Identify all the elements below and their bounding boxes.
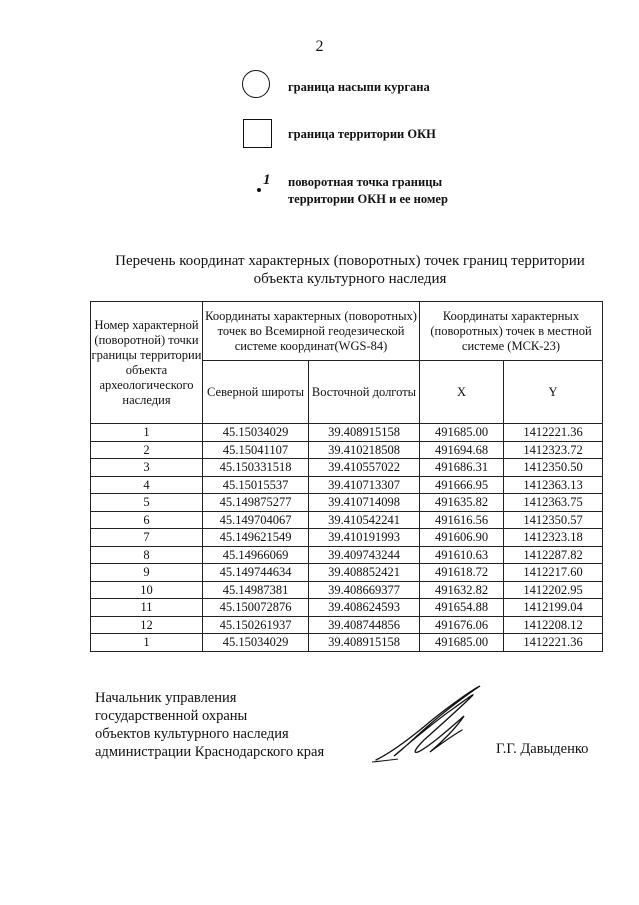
position-line1: Начальник управления [95, 690, 237, 706]
signature-block [95, 689, 324, 761]
cell-east-longitude: 39.409743244 [309, 546, 420, 564]
cell-y: 1412221.36 [504, 424, 603, 442]
cell-point-number: 2 [91, 441, 203, 459]
header-msk: Координаты характерных (поворотных) точек в местной системе (МСК-23) [420, 302, 603, 361]
cell-point-number: 10 [91, 581, 203, 599]
cell-x: 491666.95 [420, 476, 504, 494]
table-row [91, 529, 603, 547]
cell-north-latitude: 45.150261937 [203, 616, 309, 634]
cell-point-number: 7 [91, 529, 203, 547]
cell-north-latitude: 45.15041107 [203, 441, 309, 459]
cell-x: 491685.00 [420, 634, 504, 652]
cell-north-latitude: 45.150072876 [203, 599, 309, 617]
signer-name: Г.Г. Давыденко [496, 741, 589, 757]
cell-x: 491635.82 [420, 494, 504, 512]
cell-north-latitude: 45.149621549 [203, 529, 309, 547]
cell-east-longitude: 39.410714098 [309, 494, 420, 512]
header-y: Y [504, 361, 603, 424]
header-north: Северной широты [203, 361, 309, 424]
cell-y: 1412221.36 [504, 634, 603, 652]
cell-north-latitude: 45.149744634 [203, 564, 309, 582]
cell-north-latitude: 45.14966069 [203, 546, 309, 564]
cell-point-number: 8 [91, 546, 203, 564]
cell-x: 491618.72 [420, 564, 504, 582]
cell-point-number: 11 [91, 599, 203, 617]
cell-north-latitude: 45.149704067 [203, 511, 309, 529]
table-row [91, 616, 603, 634]
cell-y: 1412217.60 [504, 564, 603, 582]
position-line3: объектов культурного наследия [95, 726, 289, 742]
cell-x: 491676.06 [420, 616, 504, 634]
cell-x: 491686.31 [420, 459, 504, 477]
page-number: 2 [315, 38, 324, 55]
cell-north-latitude: 45.149875277 [203, 494, 309, 512]
table-row [91, 564, 603, 582]
cell-y: 1412208.12 [504, 616, 603, 634]
position-line2: государственной охраны [95, 708, 248, 724]
cell-x: 491694.68 [420, 441, 504, 459]
turning-point-icon [254, 172, 276, 194]
cell-x: 491610.63 [420, 546, 504, 564]
cell-east-longitude: 39.408624593 [309, 599, 420, 617]
legend-turning-point-line2: территории ОКН и ее номер [288, 192, 448, 206]
header-point-number: Номер характерной (поворотной) точки границы территории объекта археологического наследия [91, 302, 203, 424]
cell-x: 491685.00 [420, 424, 504, 442]
cell-x: 491654.88 [420, 599, 504, 617]
cell-point-number: 5 [91, 494, 203, 512]
legend-turning-point [288, 174, 448, 208]
square-symbol-icon [243, 119, 272, 148]
table-row [91, 599, 603, 617]
cell-y: 1412199.04 [504, 599, 603, 617]
header-east: Восточной долготы [309, 361, 420, 424]
cell-east-longitude: 39.410713307 [309, 476, 420, 494]
cell-y: 1412350.50 [504, 459, 603, 477]
cell-y: 1412350.57 [504, 511, 603, 529]
cell-y: 1412363.13 [504, 476, 603, 494]
table-row [91, 441, 603, 459]
circle-symbol-icon [242, 70, 270, 98]
table-row [91, 511, 603, 529]
list-title [80, 252, 620, 288]
cell-east-longitude: 39.410542241 [309, 511, 420, 529]
table-row [91, 459, 603, 477]
legend-mound-boundary: граница насыпи кургана [288, 80, 430, 94]
cell-point-number: 1 [91, 634, 203, 652]
table-row [91, 494, 603, 512]
list-title-line2: объекта культурного наследия [253, 271, 447, 287]
cell-east-longitude: 39.410191993 [309, 529, 420, 547]
table-row [91, 424, 603, 442]
cell-north-latitude: 45.15034029 [203, 634, 309, 652]
turning-point-sample-number: 1 [263, 172, 271, 188]
table-body [91, 424, 603, 652]
legend-turning-point-line1: поворотная точка границы [288, 175, 443, 189]
position-line4: администрации Краснодарского края [95, 744, 325, 760]
cell-point-number: 9 [91, 564, 203, 582]
cell-east-longitude: 39.408915158 [309, 424, 420, 442]
cell-east-longitude: 39.408915158 [309, 634, 420, 652]
cell-point-number: 3 [91, 459, 203, 477]
cell-point-number: 4 [91, 476, 203, 494]
coordinates-table [90, 301, 603, 652]
cell-y: 1412287.82 [504, 546, 603, 564]
table-row [91, 546, 603, 564]
cell-x: 491606.90 [420, 529, 504, 547]
cell-x: 491616.56 [420, 511, 504, 529]
cell-y: 1412323.18 [504, 529, 603, 547]
cell-east-longitude: 39.410218508 [309, 441, 420, 459]
header-x: X [420, 361, 504, 424]
cell-north-latitude: 45.14987381 [203, 581, 309, 599]
cell-east-longitude: 39.408669377 [309, 581, 420, 599]
cell-y: 1412363.75 [504, 494, 603, 512]
cell-north-latitude: 45.15034029 [203, 424, 309, 442]
cell-east-longitude: 39.408744856 [309, 616, 420, 634]
legend-territory-boundary: граница территории ОКН [288, 127, 436, 141]
table-row [91, 476, 603, 494]
cell-point-number: 1 [91, 424, 203, 442]
cell-east-longitude: 39.410557022 [309, 459, 420, 477]
header-wgs: Координаты характерных (поворотных) точек во Всемирной геодезической системе координат(WGS-84) [203, 302, 420, 361]
cell-east-longitude: 39.408852421 [309, 564, 420, 582]
table-row [91, 581, 603, 599]
cell-north-latitude: 45.15015537 [203, 476, 309, 494]
cell-north-latitude: 45.150331518 [203, 459, 309, 477]
cell-y: 1412323.72 [504, 441, 603, 459]
cell-y: 1412202.95 [504, 581, 603, 599]
cell-point-number: 6 [91, 511, 203, 529]
list-title-line1: Перечень координат характерных (поворотных) точек границ территории [115, 253, 585, 269]
handwritten-signature-icon [372, 682, 484, 764]
cell-point-number: 12 [91, 616, 203, 634]
cell-x: 491632.82 [420, 581, 504, 599]
table-row [91, 634, 603, 652]
